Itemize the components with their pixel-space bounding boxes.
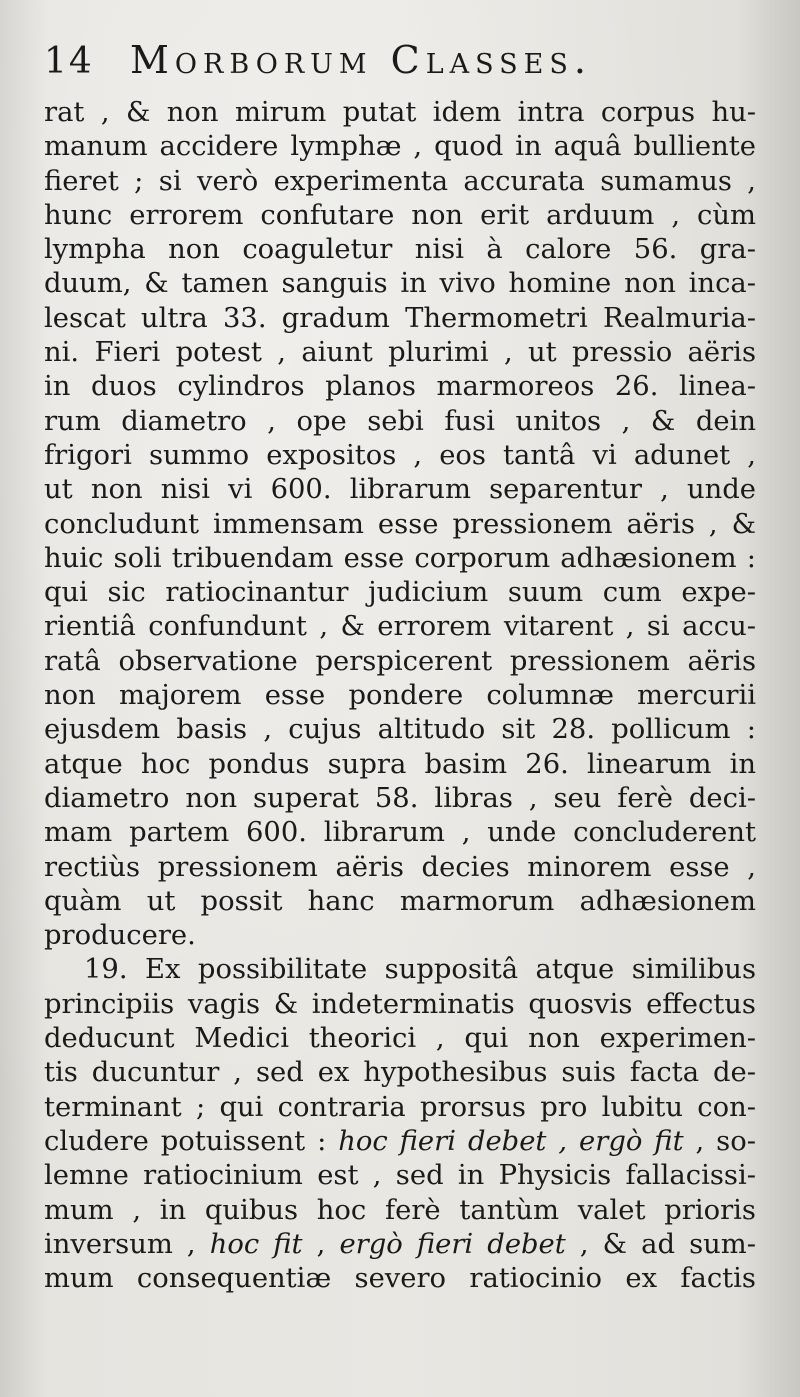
paragraph-start-line: 19. Ex possibilitate suppositâ atque similibus bbox=[84, 954, 756, 986]
text-line: quàm ut possit hanc marmorum adhæsionem bbox=[44, 885, 756, 917]
text-line: mum , in quibus hoc ferè tantùm valet prioris bbox=[44, 1194, 756, 1226]
text-line: rum diametro , ope sebi fusi unitos , & dein bbox=[44, 405, 756, 437]
text-line: deducunt Medici theorici , qui non experimen- bbox=[44, 1023, 756, 1055]
text-line: non majorem esse pondere columnæ mercurii bbox=[44, 680, 756, 712]
text-line: concludunt immensam esse pressionem aëris , & bbox=[44, 508, 756, 540]
text-line: diametro non superat 58. libras , seu ferè deci- bbox=[44, 782, 756, 814]
text-line: huic soli tribuendam esse corporum adhæsionem : bbox=[44, 542, 756, 574]
text-run: cludere potuissent : bbox=[44, 1125, 339, 1157]
text-run: , & ad sum- bbox=[565, 1228, 756, 1260]
text-line: rectiùs pressionem aëris decies minorem esse , bbox=[44, 851, 756, 883]
text-run: , bbox=[302, 1228, 340, 1260]
text-line: mum consequentiæ severo ratiocinio ex factis bbox=[44, 1263, 756, 1295]
text-line: qui sic ratiocinantur judicium suum cum expe- bbox=[44, 577, 756, 609]
text-line: frigori summo expositos , eos tantâ vi adunet , bbox=[44, 439, 756, 471]
text-line: producere. bbox=[44, 920, 196, 952]
text-line: duum, & tamen sanguis in vivo homine non inca- bbox=[44, 268, 756, 300]
text-line: hunc errorem confutare non erit arduum , cùm bbox=[44, 199, 756, 231]
text-line: atque hoc pondus supra basim 26. linearum in bbox=[44, 748, 756, 780]
text-line: terminant ; qui contraria prorsus pro lubitu con- bbox=[44, 1091, 756, 1123]
text-line: lescat ultra 33. gradum Thermometri Realmuria- bbox=[44, 302, 756, 334]
text-run: inversum , bbox=[44, 1228, 210, 1260]
text-line: rat , & non mirum putat idem intra corpus hu- bbox=[44, 97, 756, 128]
italic-run: hoc fit bbox=[209, 1228, 303, 1260]
text-line: ratâ observatione perspicerent pressionem aëris bbox=[44, 645, 756, 677]
text-line: rientiâ confundunt , & errorem vitarent , si accu- bbox=[44, 611, 756, 643]
text-line-with-italic bbox=[44, 1125, 756, 1159]
page-number: 14 bbox=[44, 41, 94, 82]
text-line: lympha non coaguletur nisi à calore 56. gra- bbox=[44, 234, 756, 266]
italic-run: hoc fieri debet , ergò fit bbox=[338, 1125, 684, 1157]
body-text bbox=[44, 96, 762, 1296]
text-run: , so- bbox=[683, 1125, 756, 1157]
text-line: tis ducuntur , sed ex hypothesibus suis facta de- bbox=[44, 1057, 756, 1089]
text-line: fieret ; si verò experimenta accurata sumamus , bbox=[44, 165, 756, 197]
text-line: mam partem 600. librarum , unde concluderent bbox=[44, 817, 756, 849]
text-line: lemne ratiocinium est , sed in Physicis fallacissi- bbox=[44, 1160, 756, 1192]
text-line: principiis vagis & indeterminatis quosvis effectus bbox=[44, 988, 756, 1020]
text-line: in duos cylindros planos marmoreos 26. linea- bbox=[44, 371, 756, 403]
text-line: ut non nisi vi 600. librarum separentur , unde bbox=[44, 474, 756, 506]
text-line: ni. Fieri potest , aiunt plurimi , ut pressio aëris bbox=[44, 337, 756, 369]
italic-run: ergò fieri debet bbox=[339, 1228, 566, 1260]
text-line: manum accidere lymphæ , quod in aquâ bulliente bbox=[44, 131, 756, 163]
running-head bbox=[44, 38, 762, 96]
text-line-with-italic bbox=[44, 1228, 756, 1262]
running-title: Morborum Classes. bbox=[130, 38, 592, 82]
text-line: ejusdem basis , cujus altitudo sit 28. pollicum : bbox=[44, 714, 756, 746]
